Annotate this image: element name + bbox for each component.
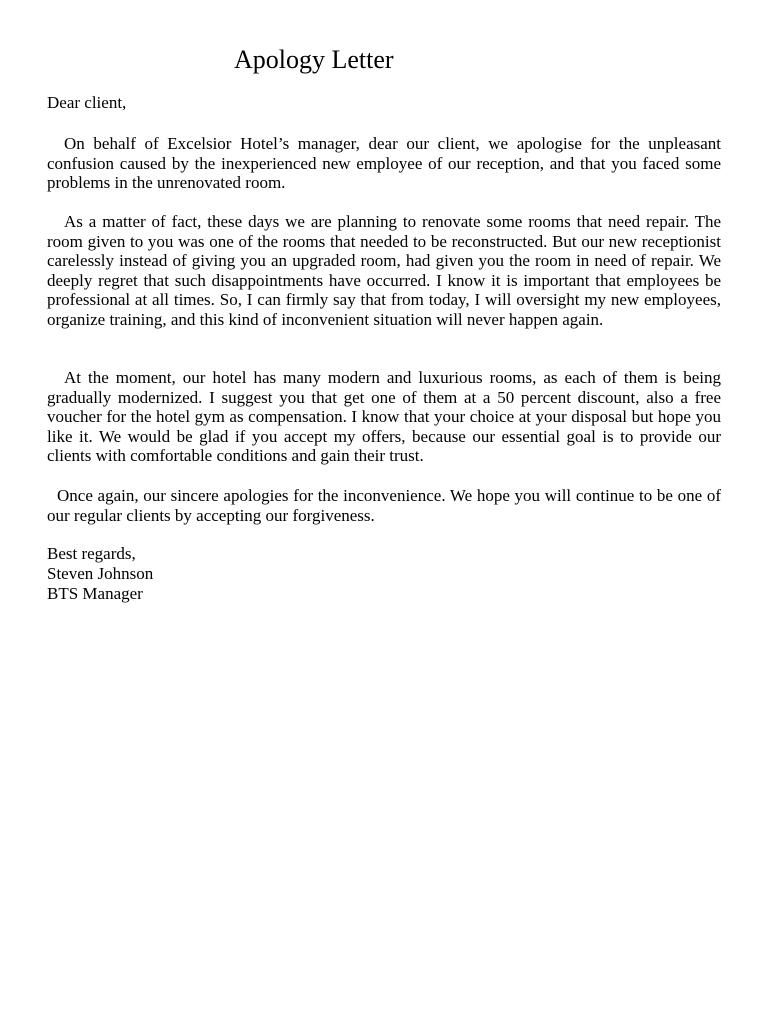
paragraph-4: Once again, our sincere apologies for the inconvenience. We hope you will continue to be one of our regular clients by accepting our forgiveness. <box>47 486 721 525</box>
letter-title: Apology Letter <box>234 45 394 74</box>
paragraph-1: On behalf of Excelsior Hotel’s manager, dear our client, we apologise for the unpleasant confusion caused by the inexperienced new employee of our reception, and that you faced some problems in the unrenovated room. <box>47 134 721 192</box>
signer-role: BTS Manager <box>47 584 143 603</box>
paragraph-2: As a matter of fact, these days we are planning to renovate some rooms that need repair. The room given to you was one of the rooms that needed to be reconstructed. But our new receptionist carelessly instead of giving you an upgraded room, had given you the room in need of repair. We deeply regret that such disappointments have occurred. I know it is important that employees be professional at all times. So, I can firmly say that from today, I will oversight my new employees, organize training, and this kind of inconvenient situation will never happen again. <box>47 212 721 329</box>
paragraph-3: At the moment, our hotel has many modern and luxurious rooms, as each of them is being gradually modernized. I suggest you that get one of them at a 50 percent discount, also a free voucher for the hotel gym as compensation. I know that your choice at your disposal but hope you like it. We would be glad if you accept my offers, because our essential goal is to provide our clients with comfortable conditions and gain their trust. <box>47 368 721 465</box>
salutation: Dear client, <box>47 93 127 112</box>
closing-block <box>47 544 153 604</box>
sign-off: Best regards, <box>47 544 136 563</box>
signer-name: Steven Johnson <box>47 564 154 583</box>
